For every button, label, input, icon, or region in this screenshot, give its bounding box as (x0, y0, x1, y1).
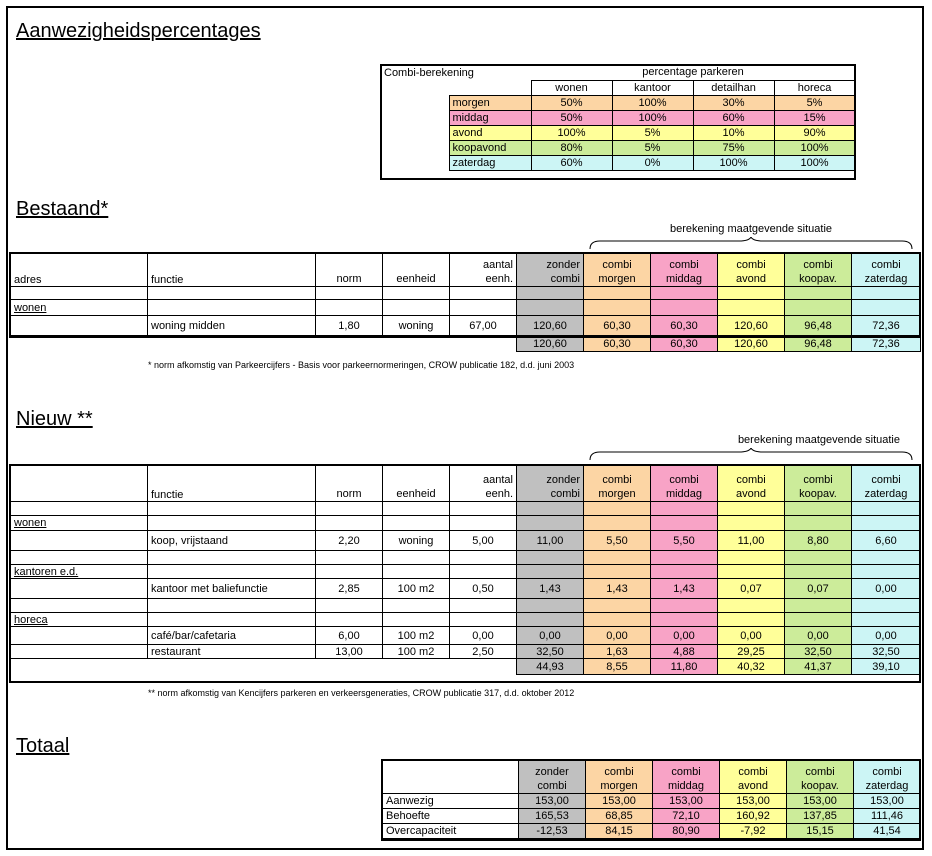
combi-cell: 100% (774, 140, 855, 155)
combi-col-header: kantoor (612, 80, 693, 95)
combi-row-label: middag (449, 110, 531, 125)
combi-cell: 80% (531, 140, 612, 155)
combi-title: Combi-berekening (384, 66, 474, 79)
combi-cell: 60% (693, 110, 774, 125)
title-aanwezigheid: Aanwezigheidspercentages (16, 20, 261, 42)
combi-cell: 30% (693, 95, 774, 110)
title-totaal: Totaal (16, 735, 70, 757)
bestaand-table (10, 253, 921, 352)
header-functie: functie (148, 466, 316, 502)
combi-table (381, 65, 856, 171)
cell-value: 32,50 (785, 645, 852, 659)
cell-norm: 6,00 (316, 627, 383, 645)
cell-value: 32,50 (517, 645, 584, 659)
cell-value: 72,10 (653, 809, 720, 824)
cell-value: 4,88 (651, 645, 718, 659)
table-row (11, 579, 921, 599)
cell-norm: 2,85 (316, 579, 383, 599)
brace (588, 237, 914, 251)
cell-value: -7,92 (720, 824, 787, 839)
row-label: Aanwezig (383, 794, 519, 809)
cell-value: 6,60 (852, 531, 921, 551)
cell-eenheid: woning (383, 316, 450, 336)
total-value: 41,37 (785, 659, 852, 675)
header-combi-zaterdag: combi zaterdag (852, 254, 921, 287)
cell-aantal: 0,50 (450, 579, 517, 599)
combi-cell: 100% (693, 155, 774, 170)
row-label: Overcapaciteit (383, 824, 519, 839)
combi-row-label: avond (449, 125, 531, 140)
cell-value: 72,36 (852, 316, 921, 336)
combi-cell: 10% (693, 125, 774, 140)
cell-eenheid: woning (383, 531, 450, 551)
cell-functie: restaurant (148, 645, 316, 659)
header-combi-middag: combi middag (651, 254, 718, 287)
cell-value: 8,80 (785, 531, 852, 551)
nieuw-table (10, 465, 921, 675)
combi-cell: 50% (531, 95, 612, 110)
combi-cell: 100% (531, 125, 612, 140)
footnote-nieuw: ** norm afkomstig van Kencijfers parkeren en verkeersgeneraties, CROW publicatie 317, d.d. oktober 2012 (148, 688, 575, 698)
cell-value: 153,00 (519, 794, 586, 809)
combi-cell: 75% (693, 140, 774, 155)
combi-cell: 5% (612, 125, 693, 140)
cell-aantal: 67,00 (450, 316, 517, 336)
cell-functie: kantoor met baliefunctie (148, 579, 316, 599)
header-combi-morgen: combi morgen (584, 466, 651, 502)
cell-norm: 13,00 (316, 645, 383, 659)
header-combi-morgen: combi morgen (586, 761, 653, 794)
header-adres: adres (11, 254, 148, 287)
cell-value: 5,50 (651, 531, 718, 551)
header-eenheid: eenheid (383, 254, 450, 287)
cell-value: 153,00 (653, 794, 720, 809)
group-label: horeca (11, 613, 148, 627)
combi-cell: 100% (774, 155, 855, 170)
header-functie: functie (148, 254, 316, 287)
header-combi-zaterdag: combi zaterdag (852, 466, 921, 502)
cell-value: 15,15 (787, 824, 854, 839)
header-combi-middag: combi middag (653, 761, 720, 794)
cell-value: 5,50 (584, 531, 651, 551)
table-row (11, 627, 921, 645)
totaal-row-behoefte (383, 809, 921, 824)
total-value: 60,30 (584, 336, 651, 352)
cell-value: 1,43 (651, 579, 718, 599)
cell-value: 96,48 (785, 316, 852, 336)
header-combi-morgen: combi morgen (584, 254, 651, 287)
total-value: 44,93 (517, 659, 584, 675)
cell-eenheid: 100 m2 (383, 579, 450, 599)
table-row (11, 316, 921, 336)
combi-col-header: wonen (531, 80, 612, 95)
cell-value: 0,00 (584, 627, 651, 645)
cell-value: 0,07 (718, 579, 785, 599)
title-nieuw: Nieuw ** (16, 408, 93, 430)
cell-value: 120,60 (517, 316, 584, 336)
cell-value: 160,92 (720, 809, 787, 824)
total-value: 11,80 (651, 659, 718, 675)
combi-row-middag (381, 110, 855, 125)
cell-value: 1,43 (584, 579, 651, 599)
header-aantal: aantal eenh. (450, 466, 517, 502)
combi-cell: 5% (774, 95, 855, 110)
cell-value: -12,53 (519, 824, 586, 839)
cell-eenheid: 100 m2 (383, 645, 450, 659)
combi-col-header: detailhan (693, 80, 774, 95)
cell-value: 1,43 (517, 579, 584, 599)
combi-row-label: koopavond (449, 140, 531, 155)
header-combi-zaterdag: combi zaterdag (854, 761, 921, 794)
cell-value: 32,50 (852, 645, 921, 659)
header-combi-koopav: combi koopav. (785, 466, 852, 502)
combi-group-header: percentage parkeren (642, 66, 744, 79)
cell-value: 0,00 (718, 627, 785, 645)
cell-value: 11,00 (517, 531, 584, 551)
totals-row (11, 659, 921, 675)
combi-cell: 50% (531, 110, 612, 125)
cell-value: 60,30 (584, 316, 651, 336)
combi-cell: 100% (612, 95, 693, 110)
cell-norm: 2,20 (316, 531, 383, 551)
cell-value: 68,85 (586, 809, 653, 824)
cell-value: 0,00 (785, 627, 852, 645)
row-label: Behoefte (383, 809, 519, 824)
calc-header: berekening maatgevende situatie (737, 434, 900, 446)
combi-row-zaterdag (381, 155, 855, 170)
total-value: 40,32 (718, 659, 785, 675)
cell-value: 0,07 (785, 579, 852, 599)
cell-value: 1,63 (584, 645, 651, 659)
header-aantal: aantal eenh. (450, 254, 517, 287)
cell-value: 41,54 (854, 824, 921, 839)
cell-functie: woning midden (148, 316, 316, 336)
header-zonder-combi: zonder combi (517, 254, 584, 287)
header-zonder-combi: zonder combi (519, 761, 586, 794)
table-row (11, 645, 921, 659)
combi-col-header: horeca (774, 80, 855, 95)
combi-cell: 100% (612, 110, 693, 125)
cell-value: 0,00 (517, 627, 584, 645)
cell-value: 11,00 (718, 531, 785, 551)
calc-header: berekening maatgevende situatie (669, 223, 833, 235)
cell-value: 80,90 (653, 824, 720, 839)
group-label: kantoren e.d. (11, 565, 148, 579)
group-label: wonen (11, 300, 148, 316)
combi-cell: 90% (774, 125, 855, 140)
total-value: 39,10 (852, 659, 921, 675)
total-value: 60,30 (651, 336, 718, 352)
cell-value: 137,85 (787, 809, 854, 824)
header-combi-avond: combi avond (720, 761, 787, 794)
cell-value: 153,00 (787, 794, 854, 809)
cell-value: 153,00 (854, 794, 921, 809)
header-combi-avond: combi avond (718, 254, 785, 287)
cell-norm: 1,80 (316, 316, 383, 336)
cell-value: 60,30 (651, 316, 718, 336)
cell-value: 84,15 (586, 824, 653, 839)
cell-aantal: 5,00 (450, 531, 517, 551)
cell-value: 120,60 (718, 316, 785, 336)
cell-value: 29,25 (718, 645, 785, 659)
group-label: wonen (11, 516, 148, 531)
cell-value: 165,53 (519, 809, 586, 824)
header-eenheid: eenheid (383, 466, 450, 502)
cell-value: 153,00 (586, 794, 653, 809)
cell-value: 0,00 (852, 627, 921, 645)
total-value: 96,48 (785, 336, 852, 352)
title-bestaand: Bestaand* (16, 198, 109, 220)
totaal-table (382, 760, 921, 839)
total-value: 8,55 (584, 659, 651, 675)
cell-functie: koop, vrijstaand (148, 531, 316, 551)
header-combi-middag: combi middag (651, 466, 718, 502)
combi-cell: 5% (612, 140, 693, 155)
combi-row-koopavond (381, 140, 855, 155)
header-combi-koopav: combi koopav. (787, 761, 854, 794)
combi-row-label: zaterdag (449, 155, 531, 170)
total-value: 120,60 (718, 336, 785, 352)
header-norm: norm (316, 466, 383, 502)
cell-aantal: 0,00 (450, 627, 517, 645)
brace (588, 448, 914, 462)
table-row (11, 531, 921, 551)
totaal-row-overcapaciteit (383, 824, 921, 839)
footnote-bestaand: * norm afkomstig van Parkeercijfers - Basis voor parkeernormeringen, CROW publicatie 182, d.d. juni 2003 (148, 360, 575, 370)
header-combi-avond: combi avond (718, 466, 785, 502)
combi-cell: 60% (531, 155, 612, 170)
header-norm: norm (316, 254, 383, 287)
cell-value: 0,00 (651, 627, 718, 645)
total-value: 120,60 (517, 336, 584, 352)
combi-cell: 15% (774, 110, 855, 125)
header-zonder-combi: zonder combi (517, 466, 584, 502)
totals-row (11, 336, 921, 352)
cell-value: 111,46 (854, 809, 921, 824)
combi-row-morgen (381, 95, 855, 110)
combi-row-avond (381, 125, 855, 140)
header-combi-koopav: combi koopav. (785, 254, 852, 287)
cell-aantal: 2,50 (450, 645, 517, 659)
total-value: 72,36 (852, 336, 921, 352)
combi-row-label: morgen (449, 95, 531, 110)
cell-value: 0,00 (852, 579, 921, 599)
cell-functie: café/bar/cafetaria (148, 627, 316, 645)
cell-value: 153,00 (720, 794, 787, 809)
totaal-row-aanwezig (383, 794, 921, 809)
cell-eenheid: 100 m2 (383, 627, 450, 645)
combi-cell: 0% (612, 155, 693, 170)
